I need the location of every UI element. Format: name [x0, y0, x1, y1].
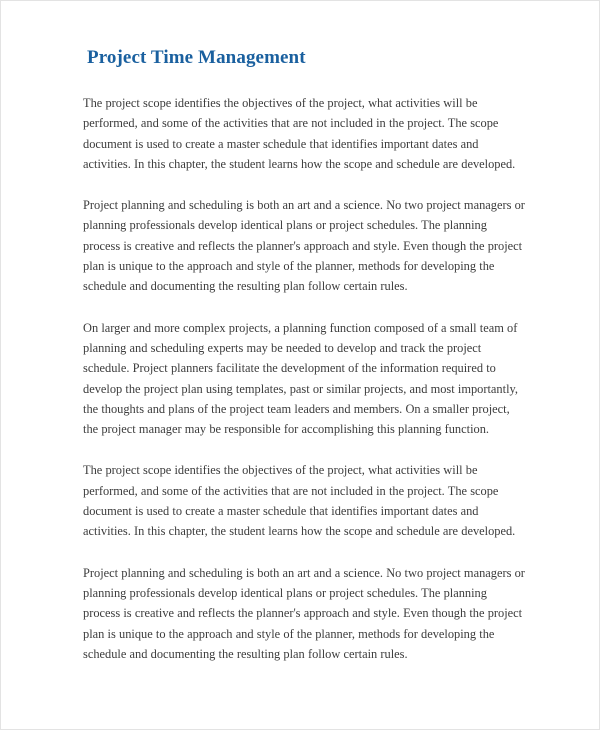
body-paragraph: On larger and more complex projects, a planning function composed of a small team of planning and scheduling experts may be needed to develop and track the project schedule. Project planners facilitate the development of the information required to develop the project plan using templates, past or similar projects, and most importantly, the thoughts and plans of the project team leaders and members. On a smaller project, the project manager may be responsible for accomplishing this planning function.	[83, 320, 519, 437]
paragraph-list	[83, 93, 525, 664]
body-paragraph: The project scope identifies the objectives of the project, what activities will be performed, and some of the activities that are not included in the project. The scope document is used to create a master schedule that identifies important dates and activities. In this chapter, the student learns how the scope and schedule are developed.	[83, 463, 516, 539]
page-title: Project Time Management	[87, 47, 306, 68]
document-body	[83, 45, 525, 664]
body-paragraph: The project scope identifies the objectives of the project, what activities will be performed, and some of the activities that are not included in the project. The scope document is used to create a master schedule that identifies important dates and activities. In this chapter, the student learns how the scope and schedule are developed.	[83, 96, 516, 171]
body-paragraph: Project planning and scheduling is both an art and a science. No two project managers or planning professionals develop identical plans or project schedules. The planning process is creative and reflects the planner's approach and style. Even though the project plan is unique to the approach and style of the planner, methods for developing the schedule and documenting the resulting plan follow certain rules.	[83, 198, 525, 294]
body-paragraph: Project planning and scheduling is both an art and a science. No two project managers or planning professionals develop identical plans or project schedules. The planning process is creative and reflects the planner's approach and style. Even though the project plan is unique to the approach and style of the planner, methods for developing the schedule and documenting the resulting plan follow certain rules.	[83, 565, 525, 661]
